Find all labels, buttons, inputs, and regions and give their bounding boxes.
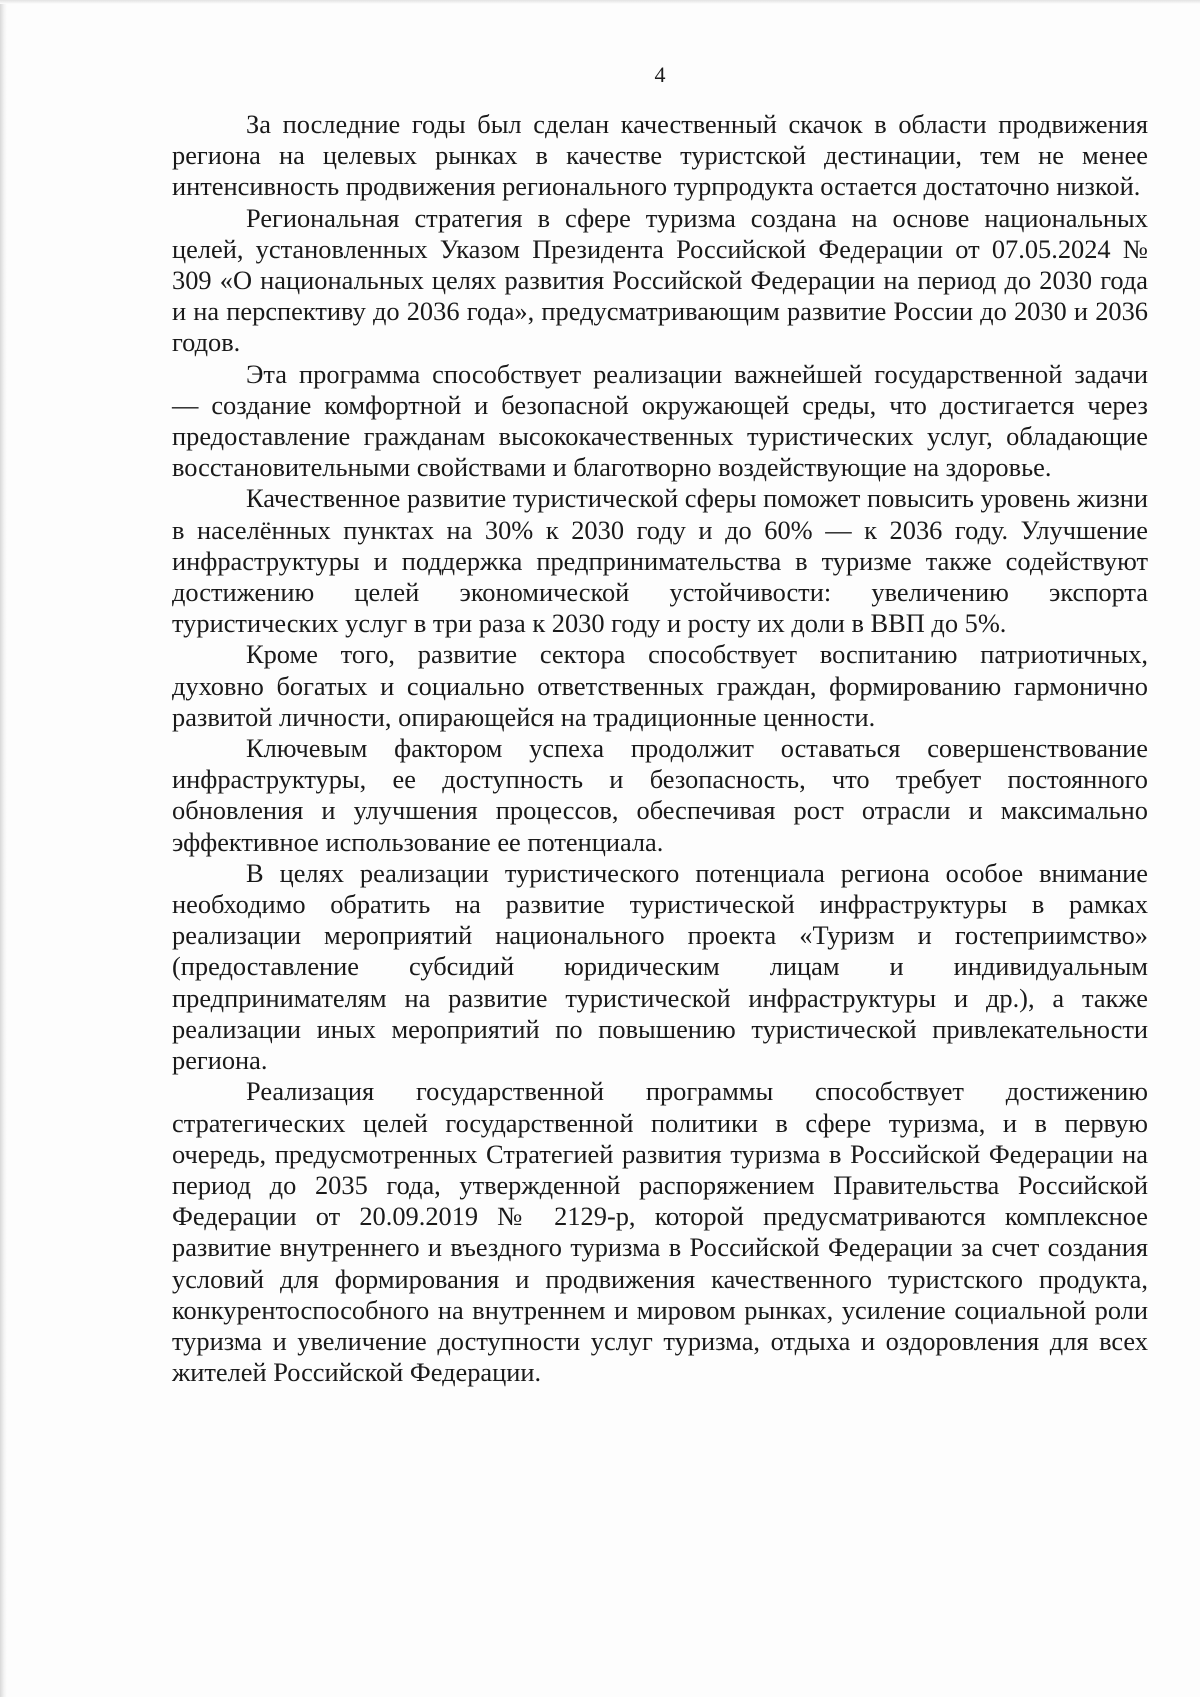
paragraph-key-factor: Ключевым фактором успеха продолжит оставаться совершенствование инфраструктуры, ее доступность и безопасность, что требует постоянного обновления и улучшения процессов, обеспечивая рост отрасли и максимально эффективное использование ее потенциала. — [172, 733, 1148, 857]
page-number: 4 — [654, 62, 666, 87]
document-body — [172, 109, 1148, 1388]
paragraph-regional-strategy: Региональная стратегия в сфере туризма создана на основе национальных целей, установленных Указом Президента Российской Федерации от 07.05.2024 № 309 «О национальных целях развития Российской Федерации на период до 2030 года и на перспективу до 2036 года», предусматривающим развитие России до 2030 и 2036 годов. — [172, 202, 1148, 358]
paragraph-tourism-potential: В целях реализации туристического потенциала региона особое внимание необходимо обратить на развитие туристической инфраструктуры в рамках реализации мероприятий национального проекта «Туризм и гостеприимство» (предоставление субсидий юридическим лицам и индивидуальным предпринимателям на развитие туристической инфраструктуры и др.), а также реализации иных мероприятий по повышению туристической привлекательности региона. — [172, 857, 1148, 1076]
paragraph-sector-education: Кроме того, развитие сектора способствует воспитанию патриотичных, духовно богатых и социально ответственных граждан, формированию гармонично развитой личности, опирающейся на традиционные ценности. — [172, 639, 1148, 732]
paragraph-state-program: Реализация государственной программы способствует достижению стратегических целей государственной политики в сфере туризма, и в первую очередь, предусмотренных Стратегией развития туризма в Российской Федерации на период до 2035 года, утвержденной распоряжением Правительства Российской Федерации от 20.09.2019 № 2129-р, которой предусматриваются комплексное развитие внутреннего и въездного туризма в Российской Федерации за счет создания условий для формирования и продвижения качественного туристского продукта, конкурентоспособного на внутреннем и мировом рынках, усиление социальной роли туризма и увеличение доступности услуг туризма, отдыха и оздоровления для всех жителей Российской Федерации. — [172, 1076, 1148, 1388]
scan-edge-left — [0, 0, 7, 1697]
paragraph-promotion: За последние годы был сделан качественный скачок в области продвижения региона на целевых рынках в качестве туристской дестинации, тем не менее интенсивность продвижения регионального турпродукта остается достаточно низкой. — [172, 109, 1148, 202]
paragraph-quality-development: Качественное развитие туристической сферы поможет повысить уровень жизни в населённых пунктах на 30% к 2030 году и до 60% — к 2036 году. Улучшение инфраструктуры и поддержка предпринимательства в туризме также содействуют достижению целей экономической устойчивости: увеличению экспорта туристических услуг в три раза к 2030 году и росту их доли в ВВП до 5%. — [172, 483, 1148, 639]
paragraph-program-goals: Эта программа способствует реализации важнейшей государственной задачи — создание комфортной и безопасной окружающей среды, что достигается через предоставление гражданам высококачественных туристических услуг, обладающие восстановительными свойствами и благотворно воздействующие на здоровье. — [172, 358, 1148, 483]
scan-edge-top — [0, 0, 1200, 4]
